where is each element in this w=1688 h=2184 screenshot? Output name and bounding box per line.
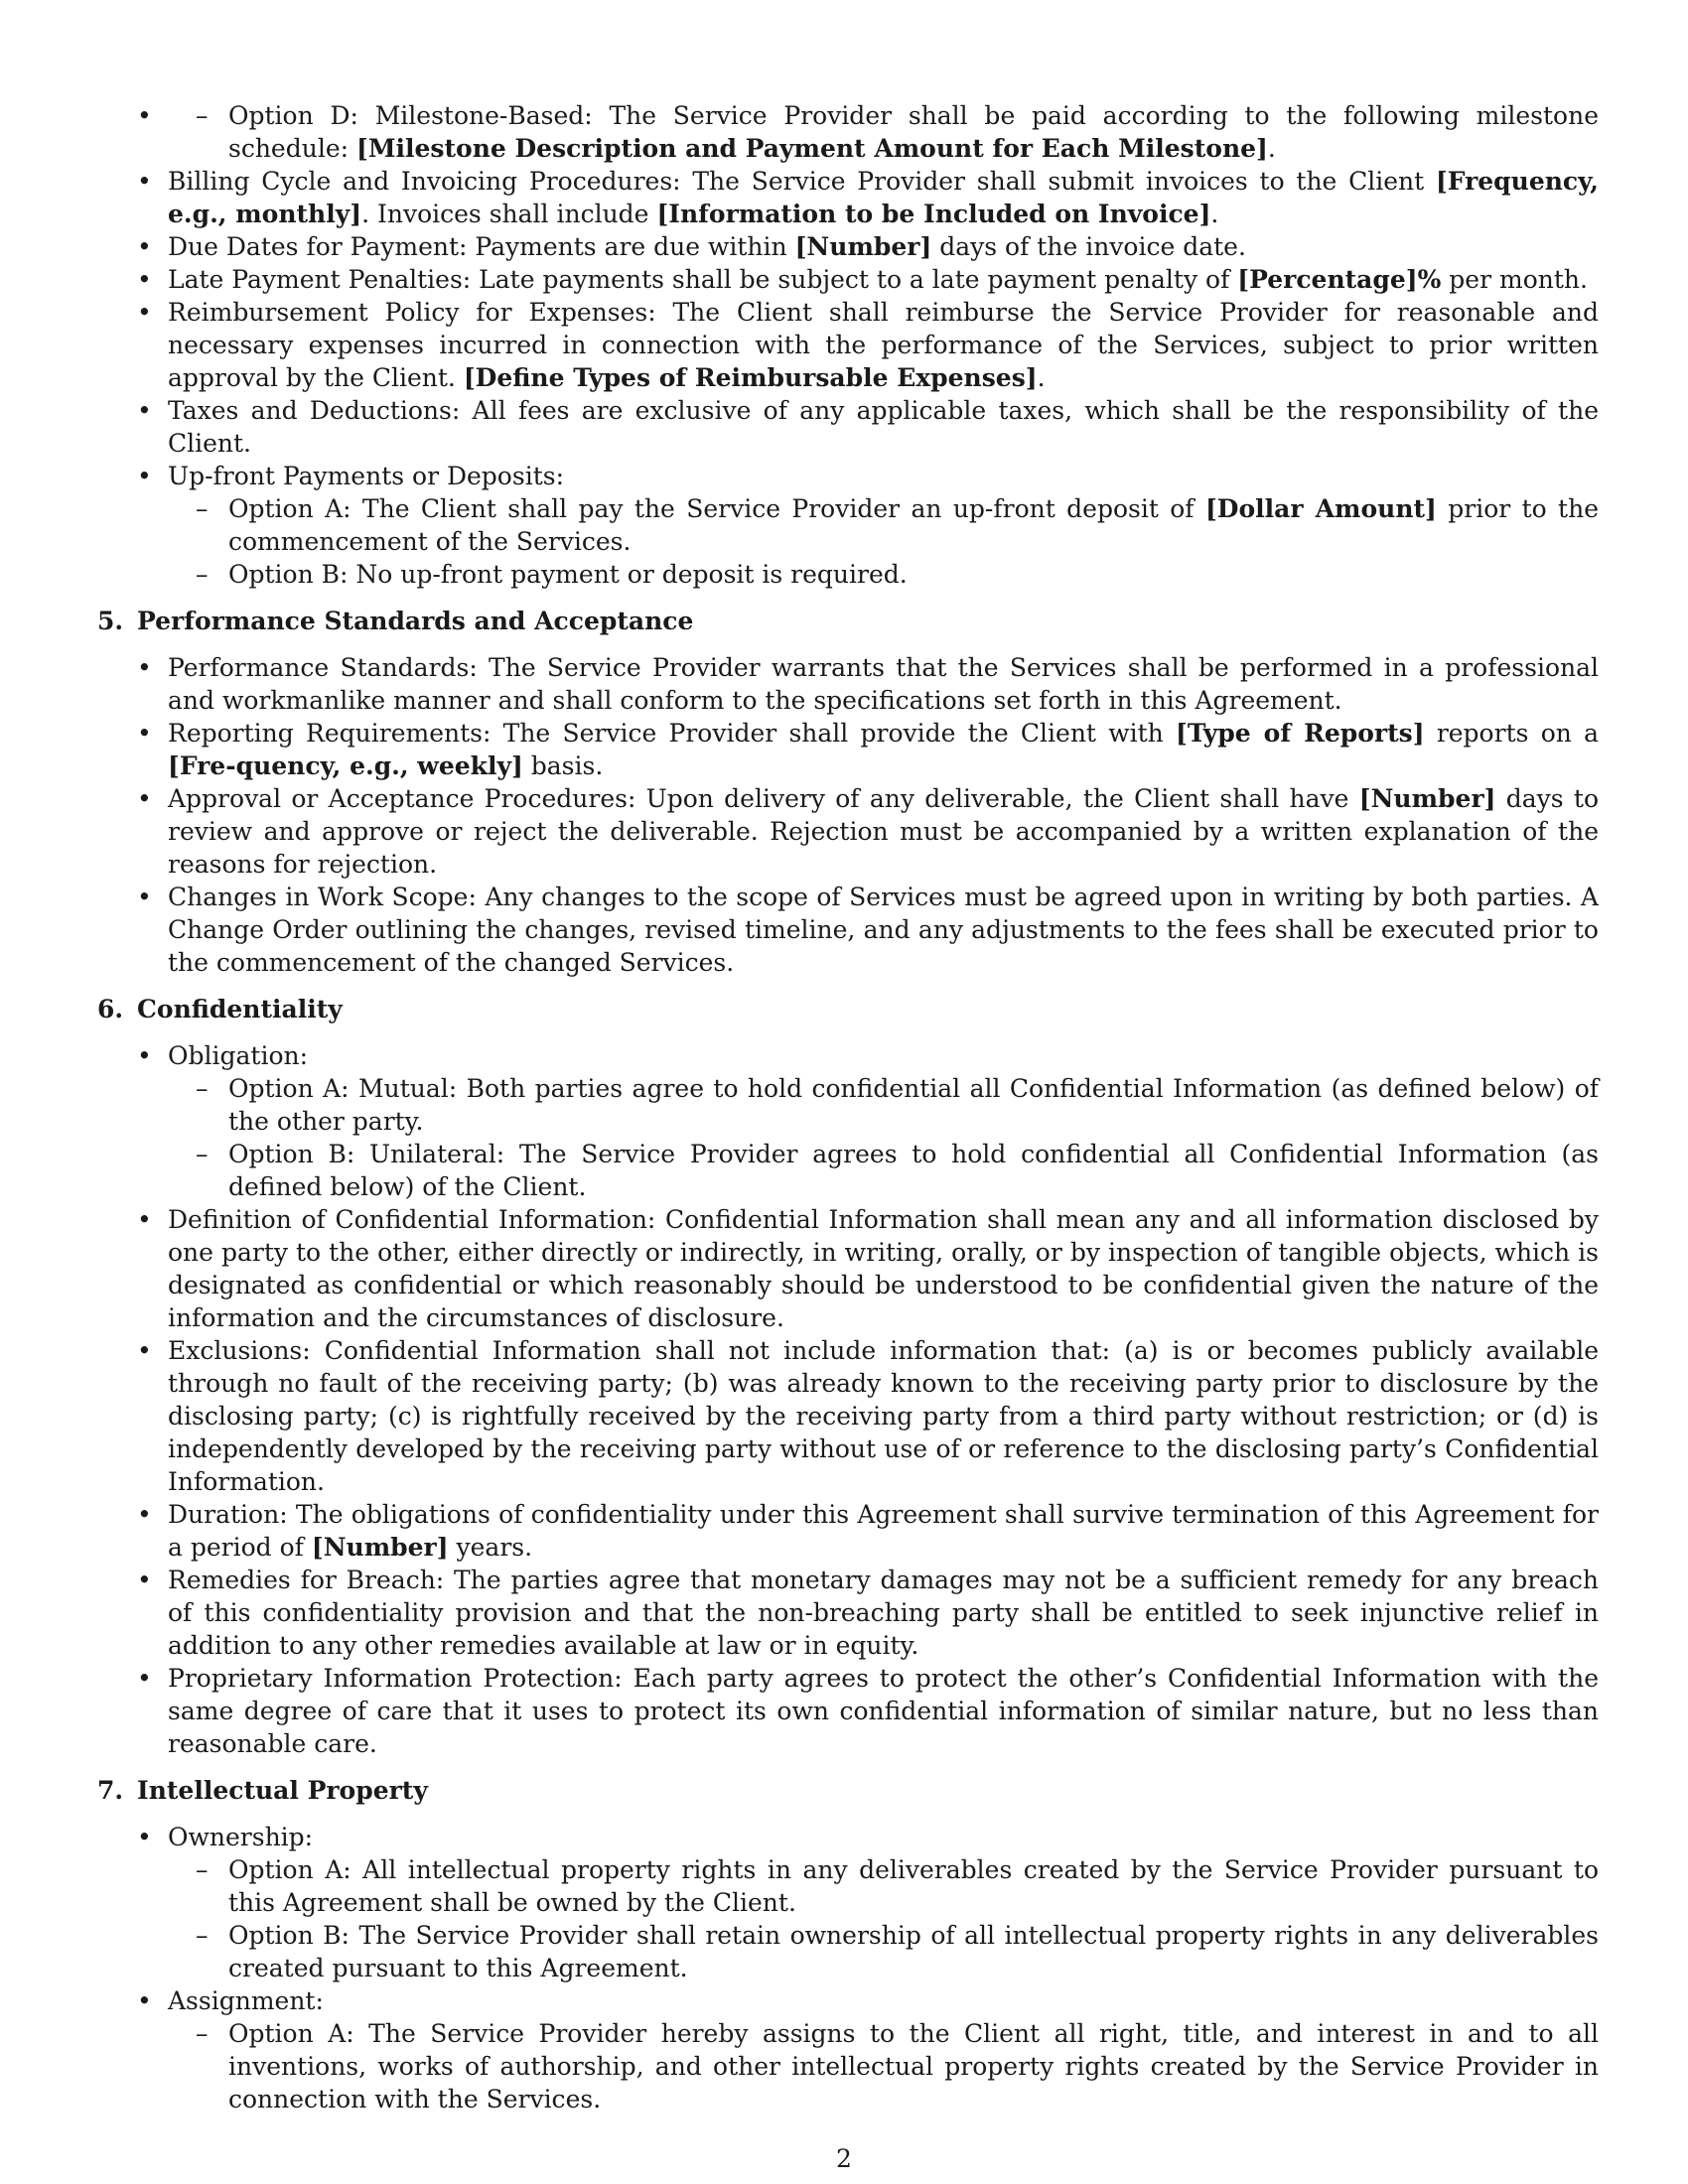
upfront-label: Up-front Payments or Deposits: — [168, 462, 564, 490]
upfront-option-b: – Option B: No up-front payment or deposit is required. — [228, 558, 1599, 591]
due-number-placeholder: [Number] — [794, 232, 932, 261]
obligation-item — [168, 1039, 1599, 1203]
late-end: per month. — [1449, 265, 1588, 294]
taxes-item: • Taxes and Deductions: All fees are exclusive of any applicable taxes, which shall be the responsibility of the Client. — [168, 394, 1599, 460]
assignment-label: Assignment: — [168, 1986, 324, 2015]
section-6-list — [97, 1039, 1599, 1760]
approval-text: Approval or Acceptance Procedures: Upon delivery of any deliverable, the Client shall have — [168, 784, 1349, 813]
report-type-placeholder: [Type of Reports] — [1176, 719, 1425, 748]
upfront-option-a — [228, 492, 1599, 558]
ownership-label: Ownership: — [168, 1823, 314, 1851]
reporting-item — [168, 717, 1599, 782]
section-5-title: Performance Standards and Acceptance — [137, 607, 694, 635]
reporting-mid: reports on a — [1436, 719, 1600, 748]
upfront-a-end: prior to the commencement of the Services. — [228, 494, 1599, 556]
ownership-option-b: – Option B: The Service Provider shall retain ownership of all intellectual property rights in any deliverables created pursuant to this Agreement. — [228, 1919, 1599, 1984]
payment-bullets — [97, 165, 1599, 591]
due-dates-item — [168, 230, 1599, 263]
exclusions-item: • Exclusions: Confidential Information shall not include information that: (a) is or becomes publicly available through no fault of the receiving party; (b) was already known to the receiving party prior to disclosure by the disclosing party; (c) is rightfully received by the receiving party from a third party without restriction; or (d) is independently developed by the receiving party without use of or reference to the disclosing party’s Confidential Information. — [168, 1334, 1599, 1498]
billing-end: . — [1210, 200, 1219, 228]
due-text: Due Dates for Payment: Payments are due within — [168, 232, 787, 261]
section-7-heading — [97, 1774, 1599, 1807]
section-7-title: Intellectual Property — [137, 1776, 428, 1805]
late-penalty-item — [168, 263, 1599, 296]
frequency-placeholder: [Frequency, e.g., monthly] — [168, 167, 1599, 228]
upfront-a-text: Option A: The Client shall pay the Service Provider an up-front deposit of — [228, 494, 1195, 523]
section-5-number: 5. — [97, 607, 124, 635]
proprietary-item: • Proprietary Information Protection: Each party agrees to protect the other’s Confidential Information with the same degree of care that it uses to protect its own confidential information of similar nature, but no less than reasonable care. — [168, 1662, 1599, 1760]
reporting-end: basis. — [530, 751, 604, 780]
billing-mid: . Invoices shall include — [361, 200, 649, 228]
section-6-heading — [97, 993, 1599, 1025]
late-text: Late Payment Penalties: Late payments shall be subject to a late payment penalty of — [168, 265, 1230, 294]
billing-text: Billing Cycle and Invoicing Procedures: The Service Provider shall submit invoices to the Client — [168, 167, 1425, 196]
work-scope-item: • Changes in Work Scope: Any changes to the scope of Services must be agreed upon in writing by both parties. A Change Order outlining the changes, revised timeline, and any adjustments to the fees shall be executed prior to the commencement of the changed Services. — [168, 881, 1599, 979]
reporting-text: Reporting Requirements: The Service Provider shall provide the Client with — [168, 719, 1164, 748]
section-5-list — [97, 651, 1599, 979]
reimbursement-item — [168, 296, 1599, 394]
approval-number-placeholder: [Number] — [1358, 784, 1496, 813]
milestone-placeholder: [Milestone Description and Payment Amount for Each Milestone] — [356, 134, 1268, 163]
upfront-options — [168, 492, 1599, 591]
page-content — [97, 99, 1599, 2116]
obligation-option-b: – Option B: Unilateral: The Service Provider agrees to hold confidential all Confidential Information (as defined below) of the Client. — [228, 1138, 1599, 1203]
due-end: days of the invoice date. — [939, 232, 1246, 261]
assignment-item — [168, 1984, 1599, 2116]
invoice-info-placeholder: [Information to be Included on Invoice] — [656, 200, 1211, 228]
page-number: 2 — [836, 2144, 852, 2173]
approval-end: days to review and approve or reject the deliverable. Rejection must be accompanied by a written explanation of the reasons for rejection. — [168, 784, 1599, 879]
section-7-number: 7. — [97, 1776, 124, 1805]
assignment-option-a: – Option A: The Service Provider hereby assigns to the Client all right, title, and interest in and to all inventions, works of authorship, and other intellectual property rights created by the Service Provider in connection with the Services. — [228, 2017, 1599, 2116]
payment-options-continued — [168, 99, 1599, 165]
definition-item: • Definition of Confidential Information: Confidential Information shall mean any and all information disclosed by one party to the other, either directly or indirectly, in writing, orally, or by inspection of tangible objects, which is designated as confidential or which reasonably should be understood to be confidential given the nature of the information and the circumstances of disclosure. — [168, 1203, 1599, 1334]
ownership-option-a: – Option A: All intellectual property rights in any deliverables created by the Service Provider pursuant to this Agreement shall be owned by the Client. — [228, 1853, 1599, 1919]
option-d-milestone — [228, 99, 1599, 165]
duration-number-placeholder: [Number] — [311, 1533, 449, 1562]
section-5-heading — [97, 605, 1599, 637]
duration-item — [168, 1498, 1599, 1564]
option-d-text: Option D: Milestone-Based: The Service Provider shall be paid according to the following milestone schedule: — [228, 101, 1599, 163]
performance-standards-item: • Performance Standards: The Service Provider warrants that the Services shall be performed in a professional and workmanlike manner and shall conform to the specifications set forth in this Agreement. — [168, 651, 1599, 717]
remedies-item: • Remedies for Breach: The parties agree that monetary damages may not be a sufficient remedy for any breach of this confidentiality provision and that the non-breaching party shall be entitled to seek injunctive relief in addition to any other remedies available at law or in equity. — [168, 1564, 1599, 1662]
payment-terms-list — [97, 99, 1599, 165]
approval-item — [168, 782, 1599, 881]
ownership-item — [168, 1821, 1599, 1984]
report-frequency-placeholder: [Fre-quency, e.g., weekly] — [168, 751, 523, 780]
reimbursement-text: Reimbursement Policy for Expenses: The Client shall reimburse the Service Provider for reasonable and necessary expenses incurred in connection with the performance of the Services, subject to prior written approval by the Client. — [168, 298, 1599, 392]
duration-text: Duration: The obligations of confidentiality under this Agreement shall survive termination of this Agreement for a period of — [168, 1500, 1599, 1562]
option-d-end: . — [1267, 134, 1276, 163]
upfront-item — [168, 460, 1599, 591]
obligation-label: Obligation: — [168, 1041, 309, 1070]
dollar-amount-placeholder: [Dollar Amount] — [1204, 494, 1437, 523]
payment-options-list — [168, 99, 1599, 165]
obligation-options — [168, 1072, 1599, 1203]
section-6-number: 6. — [97, 995, 124, 1024]
duration-end: years. — [456, 1533, 533, 1562]
obligation-option-a: – Option A: Mutual: Both parties agree to hold confidential all Confidential Information (as defined below) of the other party. — [228, 1072, 1599, 1138]
billing-cycle-item — [168, 165, 1599, 230]
assignment-options — [168, 2017, 1599, 2116]
expenses-placeholder: [Define Types of Reimbursable Expenses] — [463, 363, 1038, 392]
section-7-list — [97, 1821, 1599, 2116]
ownership-options — [168, 1853, 1599, 1984]
section-6-title: Confidentiality — [137, 995, 343, 1024]
percentage-placeholder: [Percentage]% — [1237, 265, 1442, 294]
reimbursement-end: . — [1037, 363, 1046, 392]
